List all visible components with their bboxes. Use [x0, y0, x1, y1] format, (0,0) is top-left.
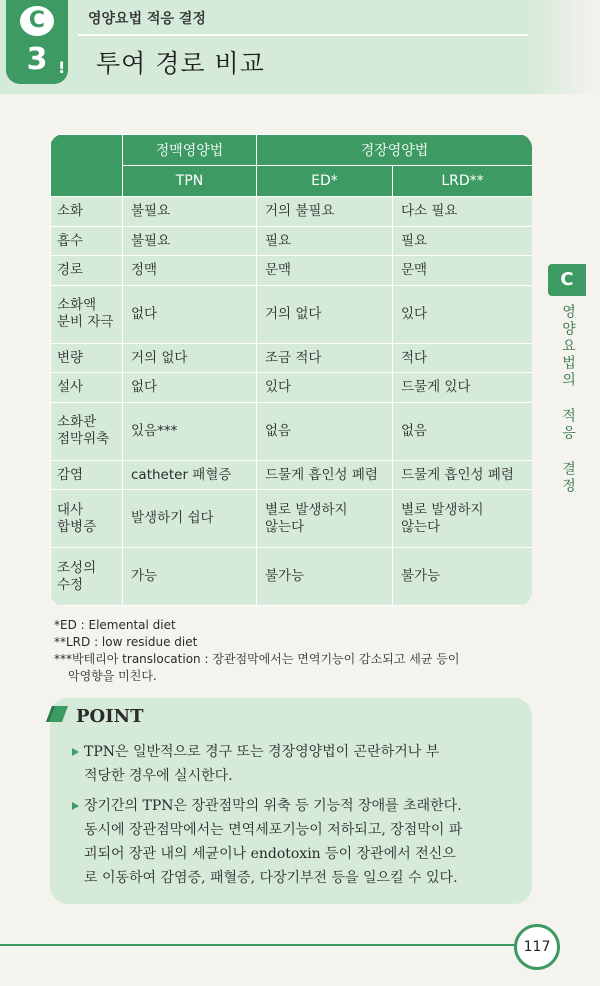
table-row: [51, 373, 533, 403]
bullet-arrow-icon: [72, 748, 79, 756]
group-header-enteral: 경장영양법: [257, 135, 533, 166]
side-tab-text: 영양요법의 적응 결정: [560, 304, 576, 495]
table-cell: 거의 없다: [123, 343, 257, 373]
table-cell: 없음: [257, 403, 393, 461]
table-cell: 불필요: [123, 226, 257, 256]
point-bullet-1: [72, 740, 439, 788]
point-bullet-line: 동시에 장관점막에서는 면역세포기능이 저하되고, 장점막이 파: [84, 822, 463, 838]
bullet-arrow-icon: [72, 802, 79, 810]
page-title: 투여 경로 비교: [96, 49, 265, 78]
table-cell: 정맥: [123, 256, 257, 286]
table-row: [51, 256, 533, 286]
pencil-icon: [44, 702, 70, 724]
point-bullet-line: 로 이동하여 감염증, 패혈증, 다장기부전 등을 일으킬 수 있다.: [84, 870, 458, 886]
table-cell: 불가능: [393, 548, 533, 606]
table-cell: 필요: [393, 226, 533, 256]
row-label: 대사 합병증: [51, 490, 123, 548]
chapter-badge-letter: C: [20, 6, 54, 36]
row-label: 경로: [51, 256, 123, 286]
table-cell: 없다: [123, 373, 257, 403]
point-bullet-line: 적당한 경우에 실시한다.: [84, 768, 233, 784]
group-header-parenteral: 정맥영양법: [123, 135, 257, 166]
table-corner-cell: [51, 135, 123, 197]
table-cell: 드물게 있다: [393, 373, 533, 403]
point-label: POINT: [76, 706, 144, 727]
table-cell: 발생하기 쉽다: [123, 490, 257, 548]
table-cell: 있다: [257, 373, 393, 403]
table-cell: 드물게 흡인성 폐렴: [257, 460, 393, 490]
table-cell: 불필요: [123, 197, 257, 227]
table-cell: 다소 필요: [393, 197, 533, 227]
table-cell: 거의 없다: [257, 286, 393, 344]
footnote-lrd: **LRD : low residue diet: [54, 635, 198, 649]
sub-header-ed: ED*: [257, 166, 393, 197]
table-cell: 드물게 흡인성 폐렴: [393, 460, 533, 490]
point-bullet-line: 장기간의 TPN은 장관점막의 위축 등 기능적 장애를 초래한다.: [84, 798, 462, 814]
sub-header-lrd: LRD**: [393, 166, 533, 197]
table-row: [51, 548, 533, 606]
table-cell: 있다: [393, 286, 533, 344]
table-cell: 없음: [393, 403, 533, 461]
table-cell: 있음***: [123, 403, 257, 461]
table-cell: 필요: [257, 226, 393, 256]
table-row: [51, 226, 533, 256]
row-label: 감염: [51, 460, 123, 490]
sub-header-tpn: TPN: [123, 166, 257, 197]
section-title: 영양요법 적응 결정: [88, 11, 206, 27]
page-number: 117: [514, 924, 560, 970]
point-bullet-line: TPN은 일반적으로 경구 또는 경장영양법이 곤란하거나 부: [84, 744, 440, 760]
table-row: [51, 460, 533, 490]
table-cell: 조금 적다: [257, 343, 393, 373]
table-row: [51, 286, 533, 344]
chapter-badge-mark: !: [58, 58, 66, 77]
row-label: 설사: [51, 373, 123, 403]
table-row: [51, 197, 533, 227]
table-row: [51, 490, 533, 548]
header-fade: [528, 0, 600, 94]
chapter-badge-number: 3: [26, 42, 48, 77]
table-cell: catheter 패혈증: [123, 460, 257, 490]
row-label: 소화관 점막위축: [51, 403, 123, 461]
table-cell: 별로 발생하지 않는다: [257, 490, 393, 548]
table-cell: 별로 발생하지 않는다: [393, 490, 533, 548]
row-label: 변량: [51, 343, 123, 373]
table-row: [51, 343, 533, 373]
table-cell: 거의 불필요: [257, 197, 393, 227]
table-cell: 문맥: [393, 256, 533, 286]
table-row: [51, 403, 533, 461]
chapter-badge: [6, 0, 68, 84]
point-bullet-line: 괴되어 장관 내의 세균이나 endotoxin 등이 장관에서 전신으: [84, 846, 456, 862]
table-cell: 가능: [123, 548, 257, 606]
side-tab-letter: C: [548, 264, 586, 296]
table-cell: 적다: [393, 343, 533, 373]
row-label: 소화: [51, 197, 123, 227]
table-cell: 문맥: [257, 256, 393, 286]
header-divider: [78, 34, 528, 36]
footer-divider: [0, 944, 520, 946]
comparison-table: [50, 134, 532, 606]
footnote-ed: *ED : Elemental diet: [54, 618, 176, 632]
row-label: 조성의 수정: [51, 548, 123, 606]
footnote-translocation-cont: 악영향을 미친다.: [68, 669, 157, 683]
table-cell: 불가능: [257, 548, 393, 606]
footnote-translocation: ***박테리아 translocation : 장관점막에서는 면역기능이 감소되고 세균 등이: [54, 652, 460, 666]
point-bullet-2: [72, 794, 462, 890]
row-label: 소화액 분비 자극: [51, 286, 123, 344]
footnotes: [54, 617, 459, 685]
row-label: 흡수: [51, 226, 123, 256]
table-cell: 없다: [123, 286, 257, 344]
